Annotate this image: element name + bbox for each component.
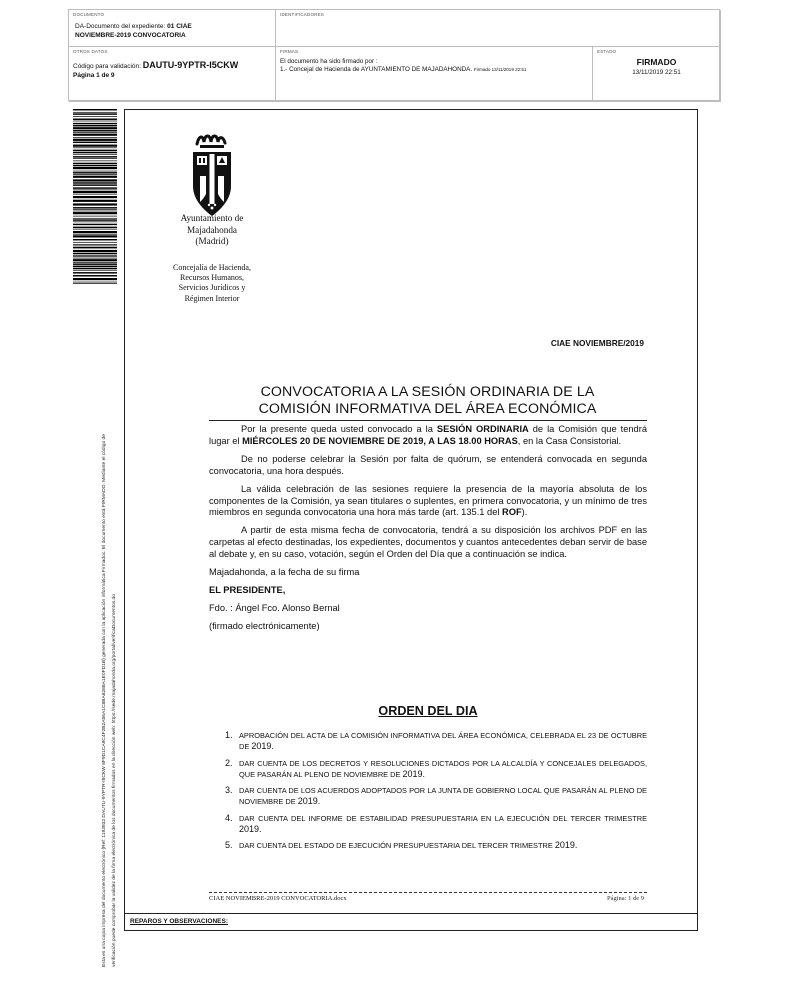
identificadores-cell: [276, 10, 721, 47]
footer-page-number: Página: 1 de 9: [606, 895, 644, 902]
title-line2: COMISIÓN INFORMATIVA DEL ÁREA ECONÓMICA: [258, 401, 597, 417]
conc-line4: Régimen Interior: [184, 293, 240, 303]
firmas-line1: El documento ha sido firmado por :: [280, 58, 378, 65]
paragraph-4: A partir de esta misma fecha de convocatoria, tendrá a su disposición los archivos PDF en las carpetas al efecto destinadas, los expedientes, documentos y cuantos antecedentes deban servir de base al debate y, en su caso, votación, según el Orden del Día que a continuación se indica.: [209, 525, 647, 560]
documento-text: [75, 23, 192, 40]
department-name: [150, 263, 274, 304]
document-reference: CIAE NOVIEMBRE/2019: [550, 338, 644, 348]
documento-cell: [69, 10, 276, 47]
agenda-title: ORDEN DEL DIA: [378, 704, 478, 718]
ayto-line3: (Madrid): [195, 236, 229, 246]
ayto-line1: Ayuntamiento de: [180, 213, 244, 223]
title-line1: CONVOCATORIA A LA SESIÓN ORDINARIA DE LA: [260, 384, 595, 400]
agenda-list: [225, 730, 647, 857]
observations-section: [125, 913, 697, 930]
validation-code-block: [73, 61, 238, 80]
agenda-item: 3. DAR CUENTA DE LOS ACUERDOS ADOPTADOS POR LA JUNTA DE GOBIERNO LOCAL QUE PASARÁN AL PLENO DE NOVIEMBRE DE 2019.: [225, 785, 647, 807]
status-badge: FIRMADO: [636, 57, 677, 67]
agenda-item: 5. DAR CUENTA DEL ESTADO DE EJECUCIÓN PRESUPUESTARIA DEL TERCER TRIMESTRE 2019.: [225, 840, 578, 851]
agenda-item: 4. DAR CUENTA DEL INFORME DE ESTABILIDAD PRESUPUESTARIA EN LA EJECUCIÓN DEL TERCER TRIMESTRE 2019.: [225, 812, 647, 835]
firmas-caption: FIRMAS: [280, 49, 299, 54]
conc-line1: Concejalía de Hacienda,: [173, 263, 251, 272]
ayto-line2: Majadahonda: [186, 224, 237, 235]
estado-cell: [593, 47, 721, 102]
codigo-value: DAUTU-9YPTR-I5CKW: [142, 60, 239, 70]
validation-barcode-icon: [73, 109, 117, 284]
firmas-date-small: Firmado 13/11/2019 22:51: [473, 67, 527, 72]
footer-divider: [209, 892, 647, 893]
conc-line2: Recursos Humanos,: [180, 273, 244, 283]
signature-name: Fdo. : Ángel Fco. Alonso Bernal: [209, 602, 340, 613]
agenda-item: 2. DAR CUENTA DE LOS DECRETOS Y RESOLUCIONES DICTADOS POR LA ALCALDÍA Y CONCEJALES DELEGADOS, QUE PASARÁN AL PLENO DE NOVIEMBRE DE 2019.: [225, 757, 647, 779]
agenda-item: 1. APROBACIÓN DEL ACTA DE LA COMISIÓN INFORMATIVA DEL ÁREA ECONÓMICA, CELEBRADA EL 23 DE OCTUBRE DE 2019.: [225, 730, 647, 752]
footer-filename: CIAE NOVIEMBRE-2019 CONVOCATORIA.docx: [209, 895, 347, 902]
identificadores-caption: IDENTIFICADORES: [280, 12, 325, 17]
firmas-cell: [276, 47, 593, 102]
paragraph-2: De no poderse celebrar la Sesión por falta de quórum, se entenderá convocada en segunda convocatoria, una hora después.: [209, 453, 647, 476]
document-page: [124, 109, 698, 931]
signature-role: EL PRESIDENTE,: [209, 584, 286, 595]
paragraph-3: La válida celebración de las sesiones requiere la presencia de la mayoría absoluta de los componentes de la Comisión, ya sean titulares o suplentes, en primera convocatoria, y un mínimo de tres miembros en segunda convocatoria una hora más tarde (art. 135.1 del ROF).: [209, 483, 647, 518]
documento-line1-prefix: DA-Documento del expediente:: [75, 23, 166, 30]
city-council-name: [150, 213, 274, 248]
otros-datos-caption: OTROS DATOS: [73, 49, 108, 54]
paragraph-1: Por la presente queda usted convocado a la SESIÓN ORDINARIA de la Comisión que tendrá lugar el MIÉRCOLES 20 DE NOVIEMBRE DE 2019, A LAS 18.00 HORAS, en la Casa Consistorial.: [209, 424, 647, 446]
documento-line2: NOVIEMBRE-2019 CONVOCATORIA: [75, 31, 186, 39]
codigo-label: Código para validación:: [73, 63, 141, 70]
observations-label: REPAROS Y OBSERVACIONES:: [130, 918, 229, 925]
title-divider: [209, 420, 647, 421]
estado-date: 13/11/2019 22:51: [632, 69, 681, 76]
majadahonda-coat-of-arms-icon: [190, 130, 234, 218]
verification-side-note: [100, 434, 120, 967]
firmas-text: [280, 58, 526, 74]
page-count: Página 1 de 9: [73, 72, 115, 79]
conc-line3: Servicios Jurídicos y: [178, 283, 246, 293]
side-note-line1: Esta es una copia impresa del documento electrónico (Ref: 1193932 DAUTU-9YPTR-I5CKW 8F9D1CA9C4F2B2A56A1C8BA8288A1E0FD1B) generada con la aplicación informática Firmadoc. El documento está FIRMADO. Mediante el código de: [102, 434, 107, 967]
otros-datos-cell: [69, 47, 276, 102]
documento-caption: DOCUMENTO: [73, 12, 105, 17]
side-note-line2: verificación puede comprobar la validez de la firma electrónica de los documentos firmados en la dirección web: https://sede.majadahonda.org/portal/verificaDocumentos.do: [112, 594, 117, 967]
signature-metadata-table: [68, 9, 720, 101]
document-title: [244, 384, 611, 418]
signature-place: Majadahonda, a la fecha de su firma: [209, 567, 360, 578]
documento-line1-bold: 01 CIAE: [167, 23, 192, 30]
firmas-line2: 1.- Concejal de Hacienda de AYUNTAMIENTO DE MAJADAHONDA.: [280, 66, 473, 73]
estado-caption: ESTADO: [597, 49, 617, 54]
signature-note: (firmado electrónicamente): [209, 620, 320, 631]
document-body: [209, 424, 647, 639]
